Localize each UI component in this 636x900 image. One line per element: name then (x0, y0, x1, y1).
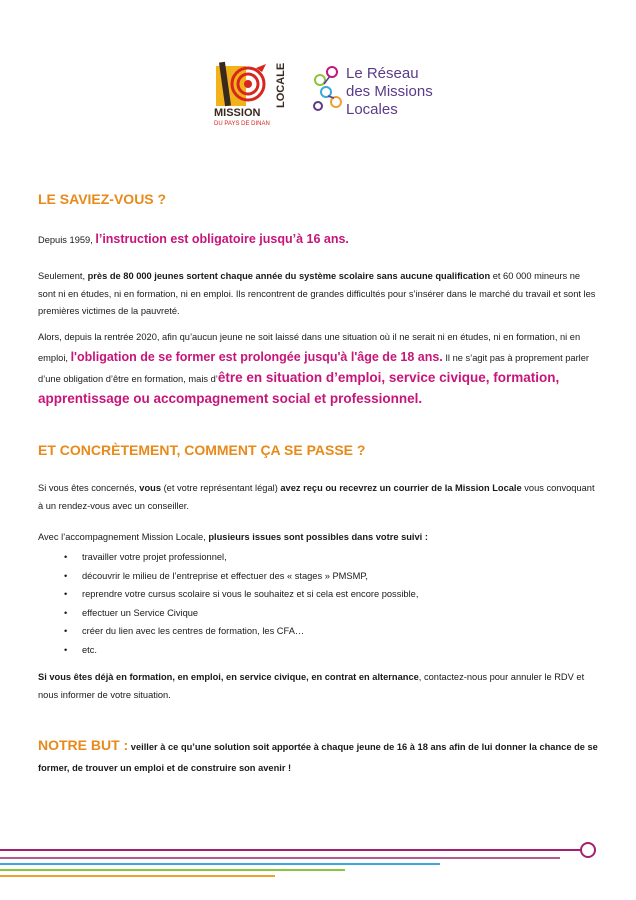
footer-decoration (0, 836, 636, 886)
paragraph-deja-en-formation: Si vous êtes déjà en formation, en emploi, en service civique, en contrat en alternance, contactez-nous pour annuler le RDV et nous informer de votre situation. (38, 672, 585, 700)
issues-list (38, 548, 604, 659)
list-item: • effectuer un Service Civique (64, 604, 604, 623)
paragraph-accompagnement: Avec l’accompagnement Mission Locale, plusieurs issues sont possibles dans votre suivi : (38, 532, 428, 542)
paragraph-obligation: Alors, depuis la rentrée 2020, afin qu’aucun jeune ne soit laissé dans une situation où il ne serait ni en études, ni en formation, ni en emploi, l'obligation de se former est prolongée jusqu'à l'âge de 18 ans. Il ne s’agit pas à proprement parler d’une obligation d’être en formation, mais d’être en situation d’emploi, service civique, formation, apprentissage ou accompagnement social et professionnel. (38, 332, 590, 406)
footer-circle (581, 843, 595, 857)
svg-text:MISSION: MISSION (214, 107, 261, 119)
section-title-saviez-vous: LE SAVIEZ-VOUS ? (38, 191, 167, 207)
list-item: • créer du lien avec les centres de formation, les CFA… (64, 622, 604, 641)
paragraph-statistics: Seulement, près de 80 000 jeunes sortent chaque année du système scolaire sans aucune qualification et 60 000 mineurs ne sont ni en études, ni en formation, ni en emploi. Ils rencontrent de grandes difficultés pour s’insérer dans le marché du travail et sont les premières victimes de la pauvreté. (38, 271, 596, 316)
notre-but-label: NOTRE BUT : (38, 737, 129, 753)
paragraph-notre-but: NOTRE BUT : veiller à ce qu’une solution soit apportée à chaque jeune de 16 à 18 ans afin de lui donner la chance de se former, de trouver un emploi et de construire son avenir ! (38, 737, 598, 773)
paragraph-concernes: Si vous êtes concernés, vous (et votre représentant légal) avez reçu ou recevrez un courrier de la Mission Locale vous convoquant à un rendez-vous avec un conseiller. (38, 483, 595, 511)
highlight-instruction: l’instruction est obligatoire jusqu’à 16 ans. (95, 232, 349, 246)
svg-text:des Missions: des Missions (346, 83, 433, 100)
header-logos (212, 58, 442, 130)
list-item: • reprendre votre cursus scolaire si vous le souhaitez et si cela est encore possible, (64, 585, 604, 604)
svg-text:Locales: Locales (346, 101, 398, 118)
svg-text:Le Réseau: Le Réseau (346, 65, 419, 82)
reseau-missions-locales-logo (310, 58, 450, 130)
section-title-concretement: ET CONCRÈTEMENT, COMMENT ÇA SE PASSE ? (38, 442, 366, 458)
list-item: • etc. (64, 641, 604, 660)
list-item: • travailler votre projet professionnel, (64, 548, 604, 567)
paragraph-instruction: Depuis 1959, l’instruction est obligatoire jusqu’à 16 ans. (38, 232, 349, 246)
svg-text:LOCALE: LOCALE (275, 62, 287, 108)
list-item: • découvrir le milieu de l’entreprise et effectuer des « stages » PMSMP, (64, 567, 604, 586)
svg-text:DU PAYS DE DINAN: DU PAYS DE DINAN (214, 121, 270, 127)
mission-locale-logo (212, 58, 294, 130)
